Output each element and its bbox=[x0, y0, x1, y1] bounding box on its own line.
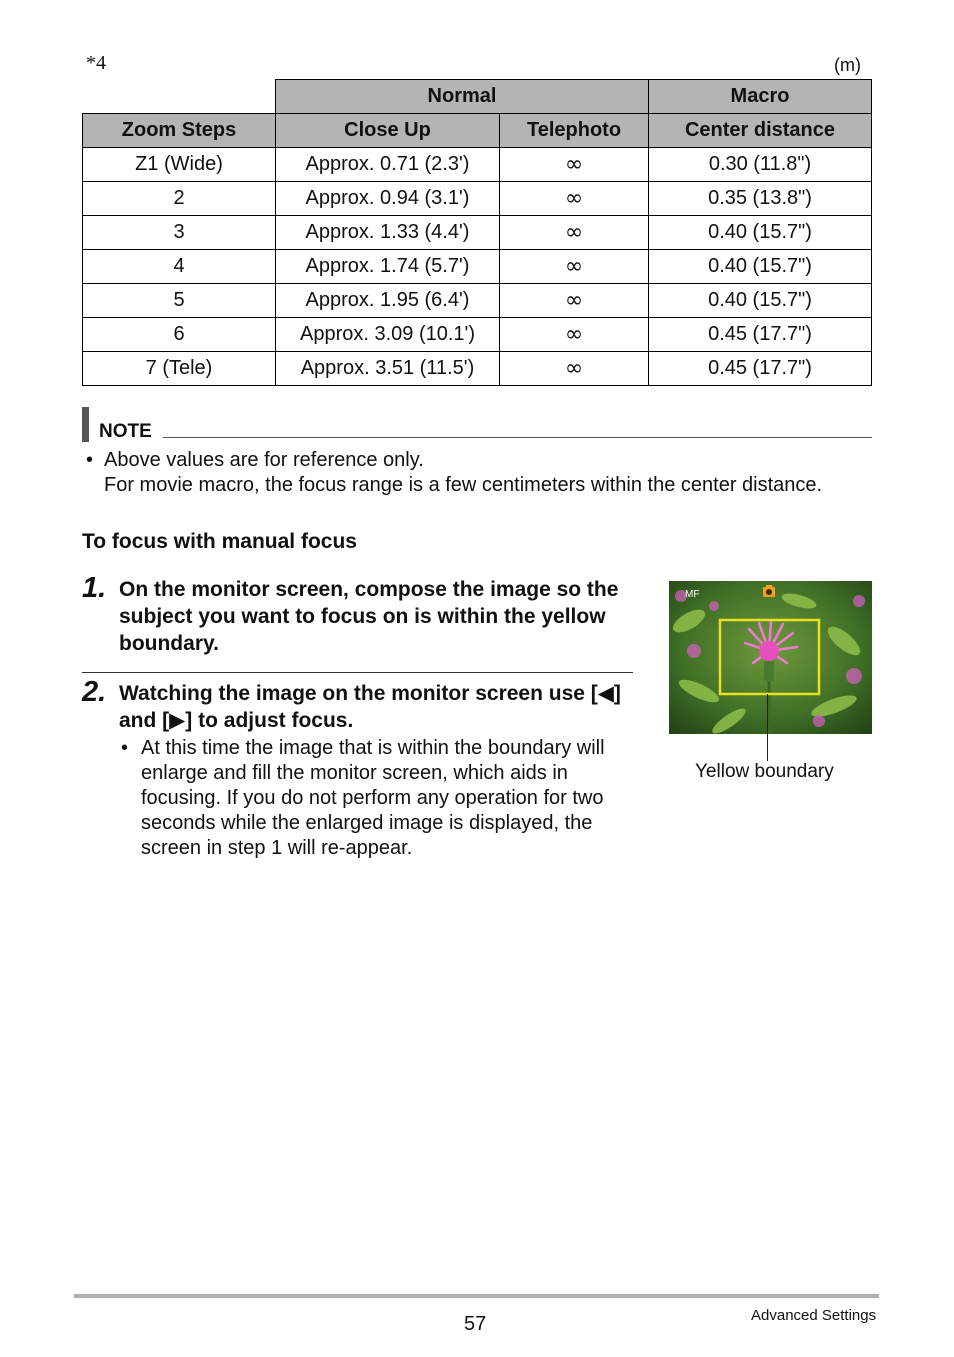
cell-zoom-step: 7 (Tele) bbox=[83, 352, 276, 386]
cell-telephoto: ∞ bbox=[500, 182, 649, 216]
table-corner-blank bbox=[83, 80, 276, 114]
step-2-text: Watching the image on the monitor screen use [◀] and [▶] to adjust focus. bbox=[119, 682, 621, 732]
cell-zoom-step: 3 bbox=[83, 216, 276, 250]
footer-rule bbox=[74, 1294, 879, 1298]
table-row bbox=[83, 216, 872, 250]
col-header-telephoto: Telephoto bbox=[500, 114, 649, 148]
group-header-macro: Macro bbox=[649, 80, 872, 114]
cell-center-distance: 0.40 (15.7") bbox=[649, 250, 872, 284]
note-marker-bar bbox=[82, 407, 89, 442]
cell-close-up: Approx. 0.94 (3.1') bbox=[276, 182, 500, 216]
table-group-header-row bbox=[83, 80, 872, 114]
step-1-text: On the monitor screen, compose the image so the subject you want to focus on is within the yellow boundary. bbox=[119, 578, 619, 655]
cell-center-distance: 0.45 (17.7") bbox=[649, 352, 872, 386]
page-number: 57 bbox=[464, 1313, 487, 1335]
cell-telephoto: ∞ bbox=[500, 284, 649, 318]
note-line-2: For movie macro, the focus range is a few centimeters within the center distance. bbox=[104, 474, 823, 496]
cell-center-distance: 0.30 (11.8") bbox=[649, 148, 872, 182]
figure-caption: Yellow boundary bbox=[695, 761, 834, 782]
table-column-header-row bbox=[83, 114, 872, 148]
cell-telephoto: ∞ bbox=[500, 250, 649, 284]
step-2-bullet: • bbox=[121, 737, 129, 759]
step-divider bbox=[82, 672, 633, 673]
table-row bbox=[83, 284, 872, 318]
cell-telephoto: ∞ bbox=[500, 148, 649, 182]
focus-range-table bbox=[82, 79, 872, 386]
caption-leader-line bbox=[767, 694, 768, 761]
cell-center-distance: 0.40 (15.7") bbox=[649, 216, 872, 250]
note-body bbox=[86, 448, 822, 498]
note-divider bbox=[163, 437, 872, 438]
table-row bbox=[83, 148, 872, 182]
note-line-1: Above values are for reference only. bbox=[104, 449, 424, 471]
table-row bbox=[83, 352, 872, 386]
mf-indicator: MF bbox=[685, 589, 700, 600]
note-label: NOTE bbox=[99, 421, 152, 442]
step-2-bullet-text: At this time the image that is within the boundary will enlarge and fill the monitor screen, which aids in focusing. If you do not perform any operation for two seconds while the enlarged image is displayed, the screen in step 1 will re-appear. bbox=[141, 737, 605, 859]
cell-close-up: Approx. 1.95 (6.4') bbox=[276, 284, 500, 318]
section-title: To focus with manual focus bbox=[82, 530, 357, 553]
cell-close-up: Approx. 1.33 (4.4') bbox=[276, 216, 500, 250]
table-row bbox=[83, 182, 872, 216]
step-2-bullet-item bbox=[121, 736, 621, 861]
step-1-number: 1. bbox=[82, 572, 107, 604]
cell-close-up: Approx. 0.71 (2.3') bbox=[276, 148, 500, 182]
footer-section-name: Advanced Settings bbox=[751, 1307, 877, 1324]
footnote-mark: *4 bbox=[86, 52, 106, 74]
cell-zoom-step: 6 bbox=[83, 318, 276, 352]
cell-center-distance: 0.35 (13.8") bbox=[649, 182, 872, 216]
group-header-normal: Normal bbox=[276, 80, 649, 114]
cell-center-distance: 0.40 (15.7") bbox=[649, 284, 872, 318]
cell-center-distance: 0.45 (17.7") bbox=[649, 318, 872, 352]
table-row bbox=[83, 250, 872, 284]
col-header-zoom-steps: Zoom Steps bbox=[83, 114, 276, 148]
cell-close-up: Approx. 1.74 (5.7') bbox=[276, 250, 500, 284]
cell-close-up: Approx. 3.09 (10.1') bbox=[276, 318, 500, 352]
col-header-center-distance: Center distance bbox=[649, 114, 872, 148]
note-bullet: • bbox=[86, 449, 94, 471]
cell-telephoto: ∞ bbox=[500, 318, 649, 352]
cell-telephoto: ∞ bbox=[500, 216, 649, 250]
step-2-number: 2. bbox=[82, 676, 107, 708]
cell-zoom-step: 4 bbox=[83, 250, 276, 284]
cell-telephoto: ∞ bbox=[500, 352, 649, 386]
unit-label: (m) bbox=[834, 55, 861, 75]
table-row bbox=[83, 318, 872, 352]
cell-zoom-step: Z1 (Wide) bbox=[83, 148, 276, 182]
cell-zoom-step: 2 bbox=[83, 182, 276, 216]
cell-zoom-step: 5 bbox=[83, 284, 276, 318]
monitor-screen-image bbox=[669, 581, 872, 734]
col-header-close-up: Close Up bbox=[276, 114, 500, 148]
cell-close-up: Approx. 3.51 (11.5') bbox=[276, 352, 500, 386]
